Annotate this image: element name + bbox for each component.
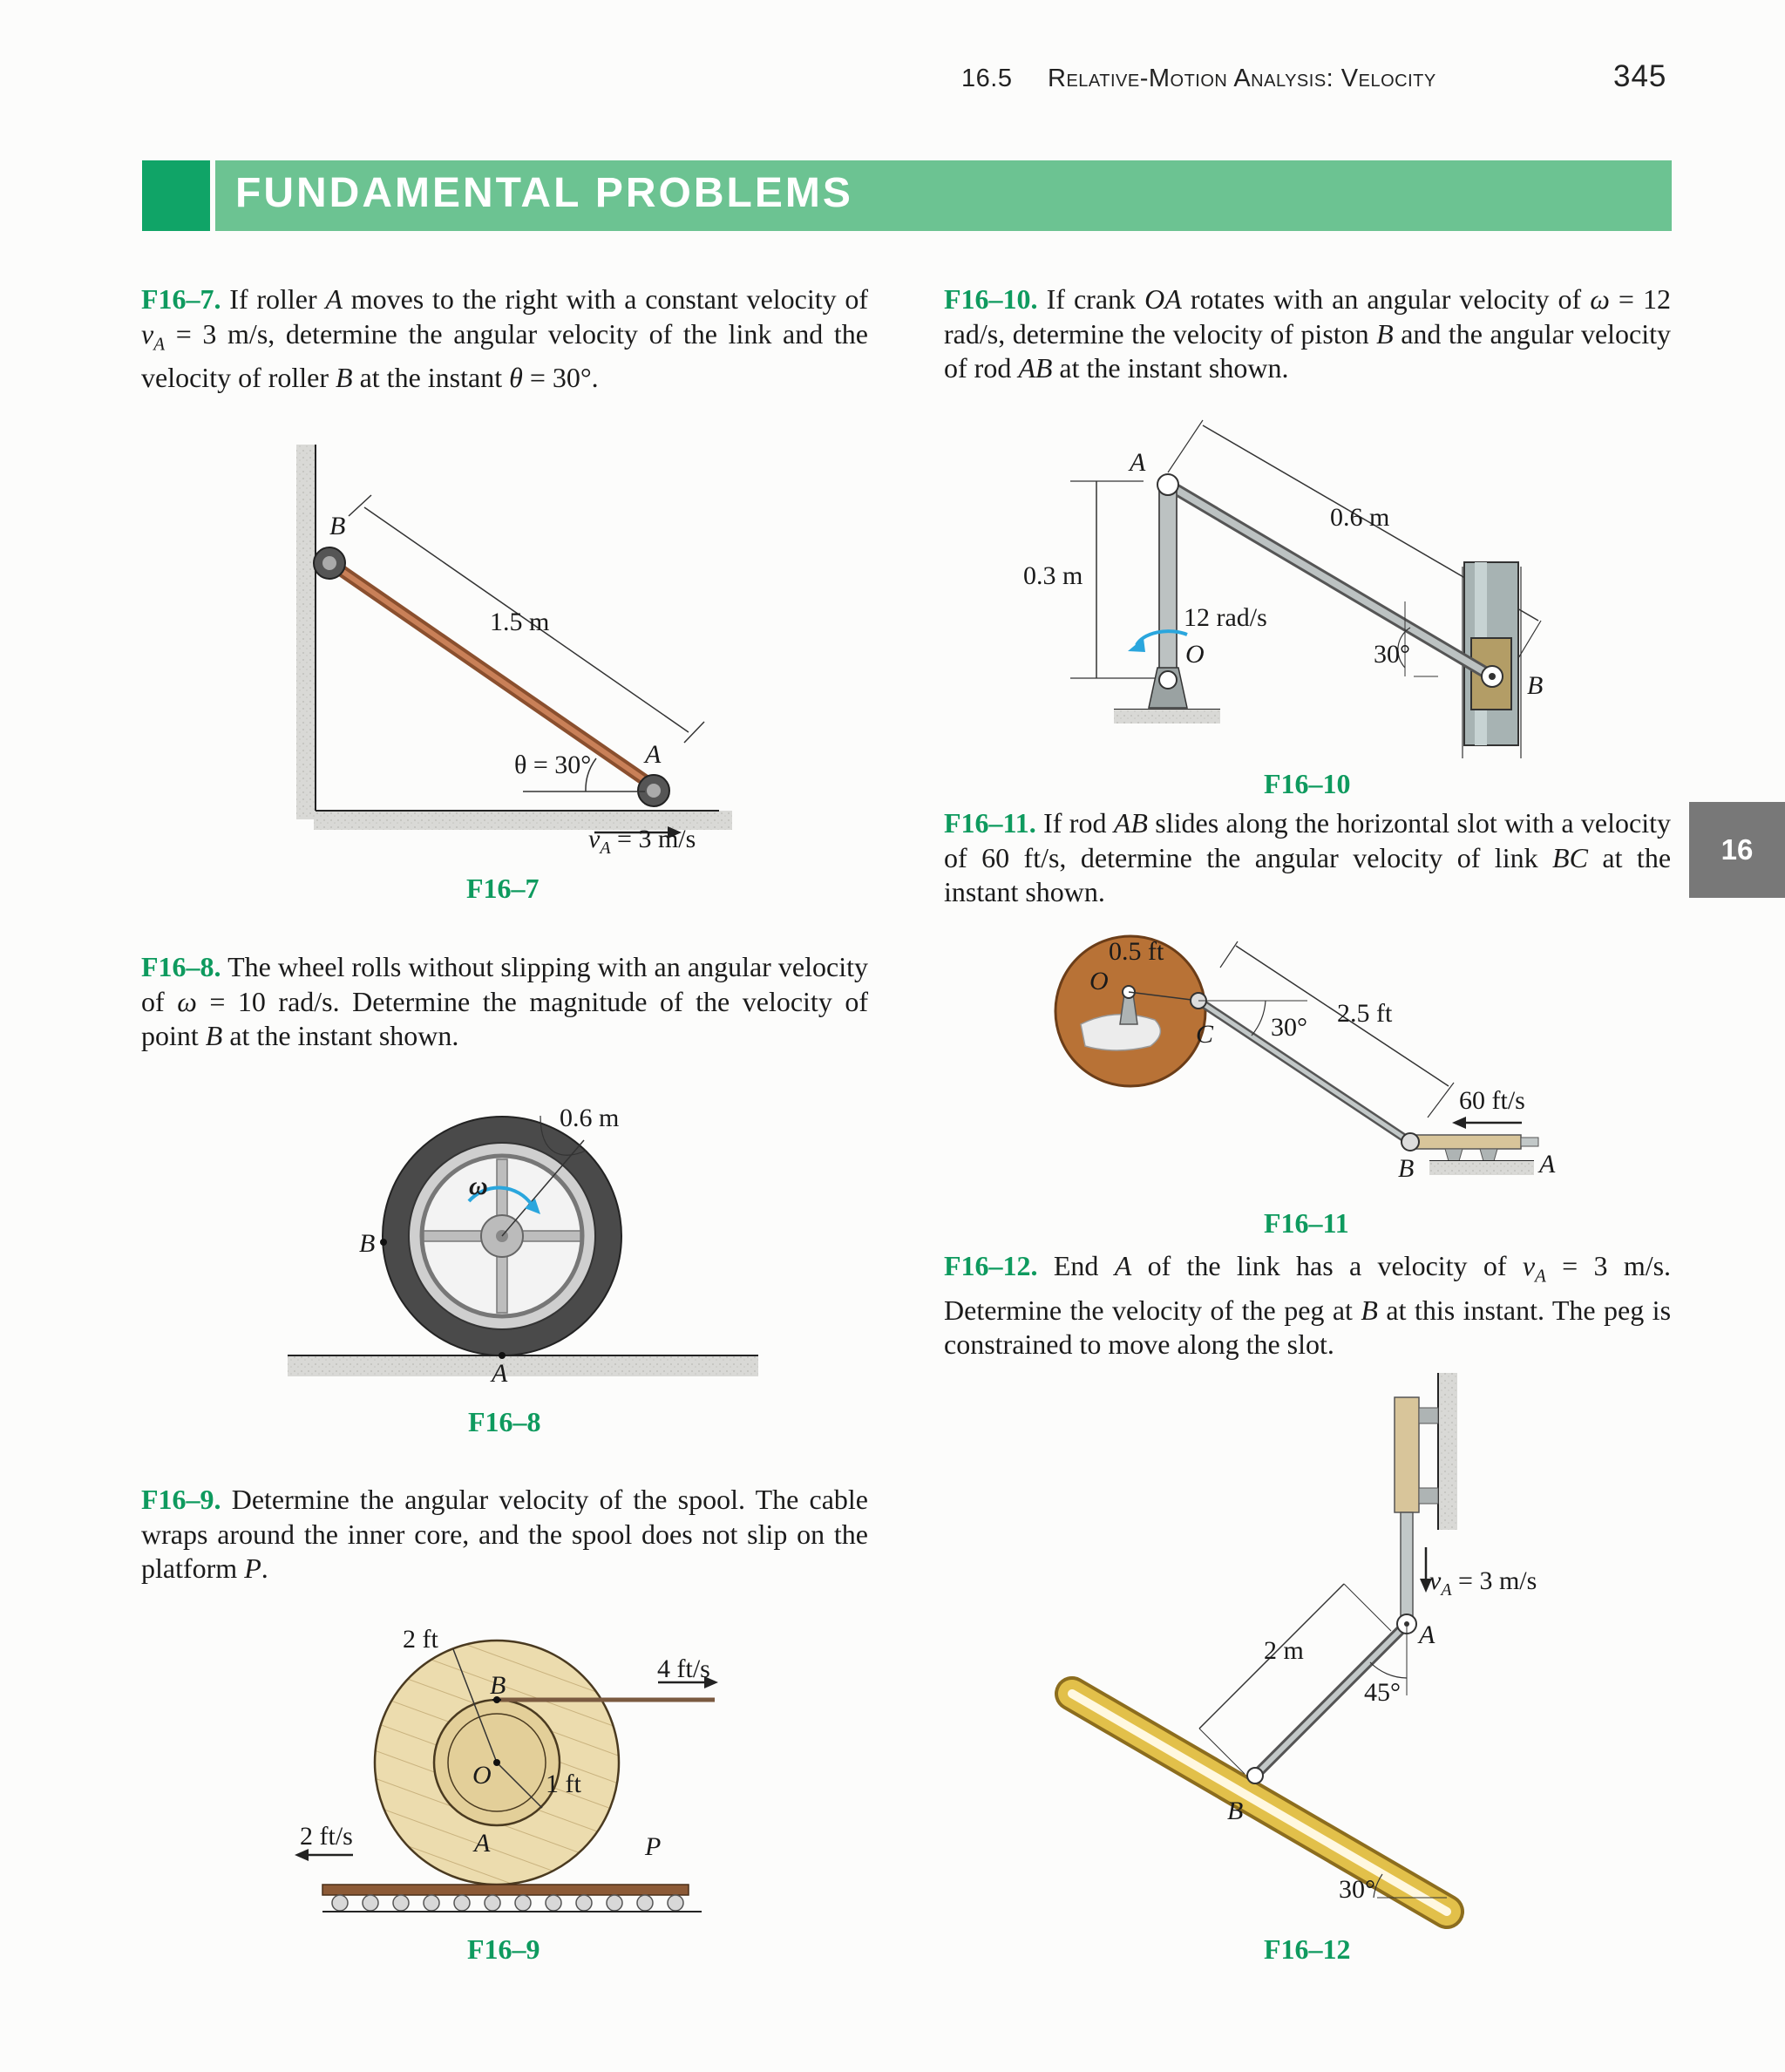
label-b: B [490,1671,506,1700]
center-o [493,1759,500,1766]
platform-velocity-label: 2 ft/s [300,1822,353,1851]
problem-number: F16–11. [944,807,1036,839]
point-b [380,1239,387,1246]
problem-number: F16–7. [141,283,221,315]
outer-radius-label: 2 ft [403,1625,438,1654]
label-a: A [1539,1150,1556,1179]
crank-oa [1159,485,1177,678]
omega-label: 12 rad/s [1184,603,1267,632]
label-o: O [1089,967,1109,995]
inner-radius-label: 1 ft [546,1770,581,1798]
problem-number: F16–12. [944,1250,1038,1281]
label-b: B [1227,1797,1244,1825]
section-number: 16.5 [961,65,1013,92]
banner-divider [210,160,215,231]
page-number: 345 [1613,59,1667,93]
rod-length-label: 0.6 m [1330,503,1390,532]
problem-f16-8: F16–8. The wheel rolls without slipping with an angular velocity of ω = 10 rad/s. Determine the magnitude of the velocity of point B at the instant shown. [141,951,869,1051]
radius-label: 0.5 ft [1109,937,1164,966]
chapter-tab[interactable]: 16 [1689,802,1785,898]
figure-f16-8 [279,1090,767,1390]
caption-f16-7: F16–7 [466,873,540,904]
wall [296,445,316,819]
point-a [499,1352,506,1359]
problem-f16-7: F16–7. If roller A moves to the right with a constant velocity of $v_A = 3$ m/s, determine the angular velocity of the link and the velocity of roller B at the instant θ = 30°. [141,283,869,394]
rod-ab [1416,1135,1521,1149]
guide-collar [1395,1397,1419,1512]
problem-f16-12: F16–12. End A of the link has a velocity of $v_A = 3$ m/s. Determine the velocity of the peg at B at this instant. The peg is constrained to move along the slot. [944,1250,1672,1361]
velocity-label: $v_A = 3$ m/s [1429,1566,1537,1600]
problem-f16-10: F16–10. If crank OA rotates with an angular velocity of ω = 12 rad/s, determine the velocity of piston B and the angular velocity of rod AB at the instant shown. [944,283,1672,384]
slot-angle-label: 30° [1339,1875,1375,1904]
label-c: C [1196,1020,1214,1049]
radius-label: 0.6 m [560,1104,620,1132]
figure-f16-9 [288,1621,741,1935]
length-label: 1.5 m [490,608,550,636]
rollers [332,1895,683,1911]
label-a: A [1419,1620,1435,1649]
label-a: A [645,740,662,769]
velocity-label: 60 ft/s [1459,1086,1525,1115]
banner-accent-block [142,160,210,231]
label-b: B [329,512,346,540]
problem-number: F16–9. [141,1484,221,1515]
problem-number: F16–10. [944,283,1038,315]
label-a: A [492,1359,508,1388]
label-p: P [645,1832,662,1861]
problem-f16-11: F16–11. If rod AB slides along the horizontal slot with a velocity of 60 ft/s, determine the angular velocity of link BC at the instant shown. [944,807,1672,907]
ground [288,1355,758,1376]
caption-f16-11: F16–11 [1264,1207,1349,1239]
cable-velocity-label: 4 ft/s [657,1654,710,1683]
velocity-label: $v_A = 3$ m/s [588,825,696,858]
label-o: O [472,1761,492,1790]
label-a: A [474,1829,491,1858]
figure-f16-7 [288,427,741,915]
caption-f16-12: F16–12 [1264,1933,1351,1965]
label-b: B [359,1229,376,1258]
caption-f16-8: F16–8 [468,1406,541,1437]
length-label: 2 m [1264,1636,1304,1665]
caption-f16-10: F16–10 [1264,768,1351,799]
problem-number: F16–8. [141,951,221,982]
link-length-label: 2.5 ft [1337,999,1393,1028]
label-a: A [1130,448,1146,477]
crank-length-label: 0.3 m [1023,561,1083,590]
label-b: B [1527,671,1544,700]
caption-f16-9: F16–9 [467,1933,540,1965]
angle-label: 30° [1271,1013,1307,1042]
label-o: O [1185,640,1205,669]
platform [322,1885,689,1895]
figure-f16-12 [1046,1364,1569,1922]
angle-label: 30° [1374,640,1410,669]
banner-title: FUNDAMENTAL PROBLEMS [235,170,853,216]
label-b: B [1398,1154,1415,1183]
section-title: Relative-Motion Analysis: Velocity [1048,65,1436,92]
figure-f16-10 [1023,392,1569,758]
omega-label: ω [469,1172,488,1200]
link-angle-label: 45° [1364,1678,1401,1707]
pin-b [1402,1133,1419,1151]
pin-a [1157,474,1178,495]
angle-label: θ = 30° [514,751,592,779]
problem-f16-9: F16–9. Determine the angular velocity of the spool. The cable wraps around the inner core, and the spool does not slip on the platform P. [141,1484,869,1584]
peg-b [1247,1768,1263,1783]
figure-f16-11 [1046,924,1586,1194]
